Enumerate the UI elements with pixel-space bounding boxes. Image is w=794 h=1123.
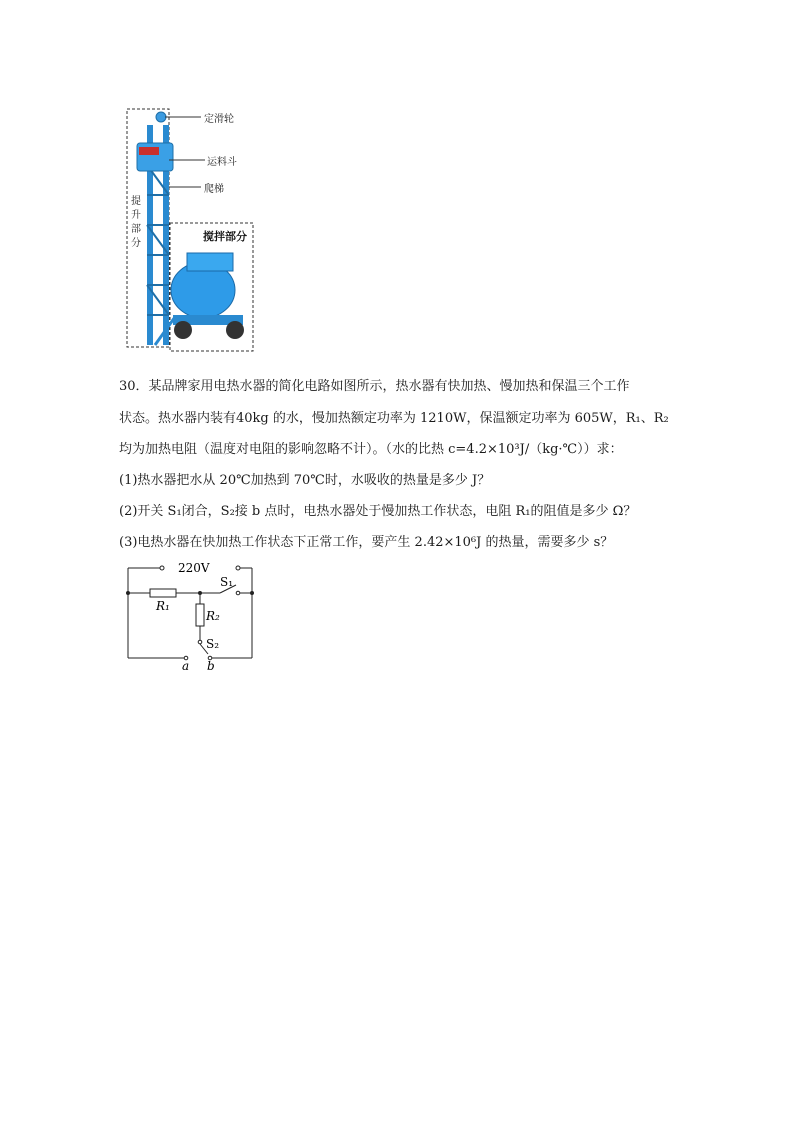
s2-label: S₂	[206, 637, 220, 651]
voltage-label: 220V	[178, 561, 210, 575]
r2-resistor	[196, 604, 204, 626]
pulley-label: 定滑轮	[204, 114, 234, 125]
question-line-2: 状态。热水器内装有40kg 的水，慢加热额定功率为 1210W，保温额定功率为 605W，R₁、R₂	[119, 411, 669, 426]
sub-question-3: (3)电热水器在快加热工作状态下正常工作，要产生 2.42×10⁶J 的热量，需要多少 s？	[119, 535, 614, 550]
mixer-part-label: 搅拌部分	[203, 230, 247, 243]
s1-label: S₁	[220, 575, 234, 589]
circuit-diagram	[120, 558, 260, 673]
point-b-label: b	[207, 659, 215, 673]
hopper-label: 运料斗	[207, 157, 237, 168]
ladder-label: 爬梯	[204, 184, 224, 195]
r1-label: R₁	[156, 599, 170, 613]
question-line-1: 30．某品牌家用电热水器的简化电路如图所示，热水器有快加热、慢加热和保温三个工作	[119, 379, 630, 394]
r2-label: R₂	[206, 609, 220, 623]
r1-resistor	[150, 589, 176, 597]
sub-question-1: (1)热水器把水从 20℃加热到 70℃时，水吸收的热量是多少 J？	[119, 473, 491, 488]
question-line-3: 均为加热电阻（温度对电阻的影响忽略不计）。（水的比热 c=4.2×10³J/（kg·℃））求：	[119, 442, 623, 457]
lift-part-label: 提 升 部 分	[131, 196, 141, 249]
point-a-label: a	[182, 659, 190, 673]
sub-question-2: (2)开关 S₁闭合，S₂接 b 点时，电热水器处于慢加热工作状态，电阻 R₁的阻值是多少 Ω？	[119, 504, 637, 519]
